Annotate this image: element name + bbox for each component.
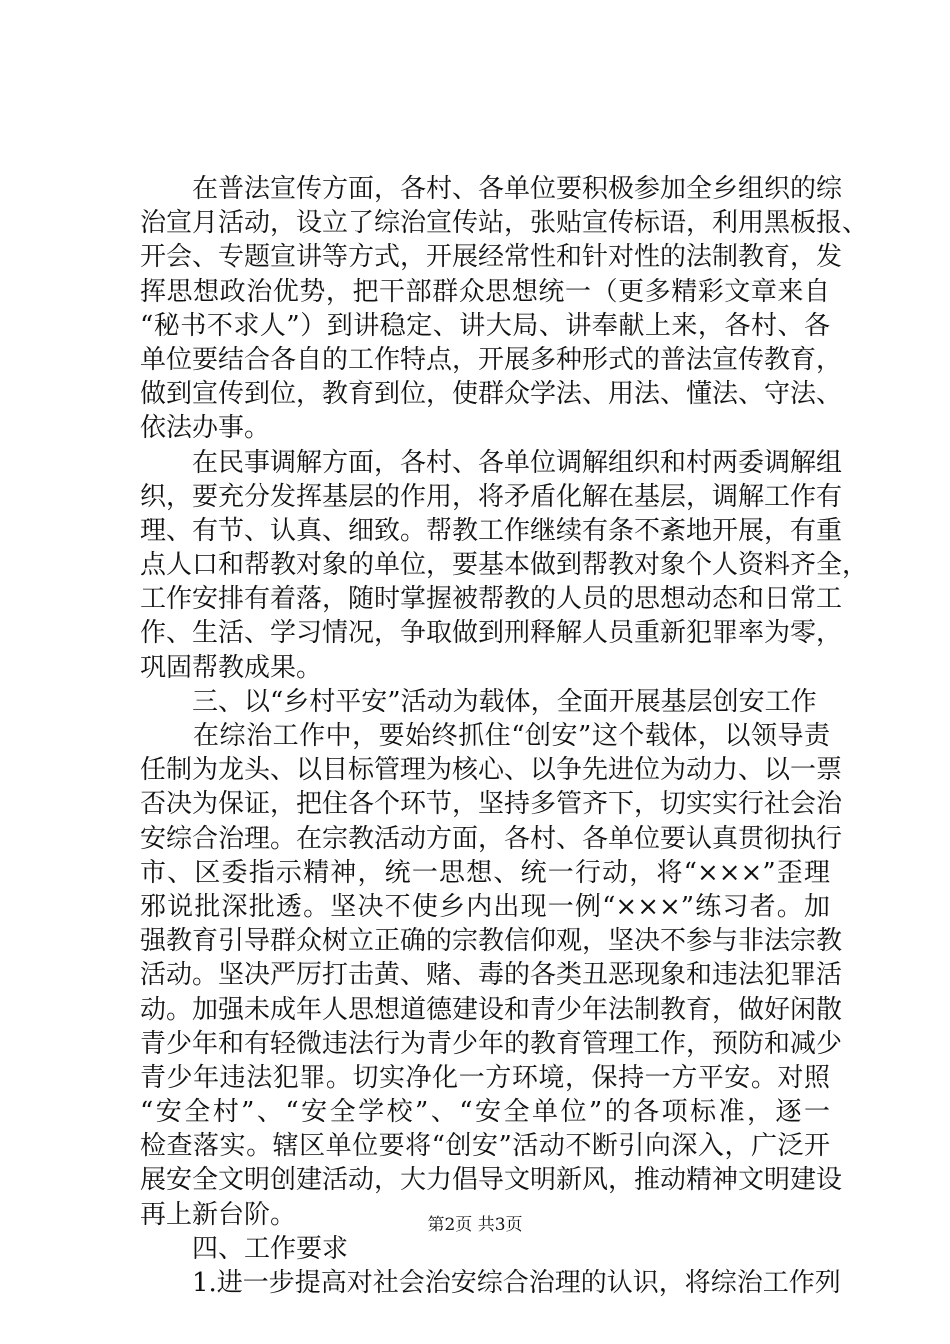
text-line: 市、区委指示精神，统一思想、统一行动，将“×××”歪理 bbox=[140, 857, 830, 888]
text-line: 活动。坚决严厉打击黄、赌、毒的各类丑恶现象和违法犯罪活 bbox=[140, 960, 843, 991]
text-line: 任制为龙头、以目标管理为核心、以争先进位为动力、以一票 bbox=[140, 755, 843, 786]
text-line: 青少年违法犯罪。切实净化一方环境，保持一方平安。对照 bbox=[140, 1062, 830, 1093]
text-line: 理、有节、认真、细致。帮教工作继续有条不紊地开展，有重 bbox=[140, 515, 843, 546]
text-line: 依法办事。 bbox=[140, 413, 271, 444]
text-line: 安综合治理。在宗教活动方面，各村、各单位要认真贯彻执行 bbox=[140, 823, 843, 854]
text-line: 点人口和帮教对象的单位，要基本做到帮教对象个人资料齐全， bbox=[140, 550, 869, 581]
text-line: 在综治工作中，要始终抓住“创安”这个载体，以领导责 bbox=[140, 721, 830, 751]
text-line: 在民事调解方面，各村、各单位调解组织和村两委调解组 bbox=[140, 447, 843, 478]
text-line: “秘书不求人”）到讲稳定、讲大局、讲奉献上来，各村、各 bbox=[140, 310, 830, 341]
text-line: 展安全文明创建活动，大力倡导文明新风，推动精神文明建设 bbox=[140, 1165, 843, 1196]
text-line: 挥思想政治优势，把干部群众思想统一（更多精彩文章来自 bbox=[140, 276, 830, 307]
text-line: 否决为保证，把住各个环节，坚持多管齐下，切实实行社会治 bbox=[140, 789, 843, 820]
text-line: 织，要充分发挥基层的作用，将矛盾化解在基层，调解工作有 bbox=[140, 481, 843, 512]
text-line: 四、工作要求 bbox=[140, 1233, 349, 1264]
text-line: 青少年和有轻微违法行为青少年的教育管理工作，预防和减少 bbox=[140, 1028, 843, 1059]
document-body bbox=[140, 172, 869, 1300]
text-line: 治宣月活动，设立了综治宣传站，张贴宣传标语，利用黑板报、 bbox=[140, 208, 869, 239]
text-line: 巩固帮教成果。 bbox=[140, 652, 323, 683]
text-line: 做到宣传到位，教育到位，使群众学法、用法、懂法、守法、 bbox=[140, 379, 843, 410]
text-line: 强教育引导群众树立正确的宗教信仰观，坚决不参与非法宗教 bbox=[140, 926, 843, 957]
text-line: 邪说批深批透。坚决不使乡内出现一例“×××”练习者。加 bbox=[140, 891, 830, 922]
text-line: “安全村”、“安全学校”、“安全单位”的各项标准，逐一 bbox=[140, 1097, 830, 1128]
text-line: 1.进一步提高对社会治安综合治理的认识，将综治工作列 bbox=[140, 1268, 841, 1298]
text-line: 作、生活、学习情况，争取做到刑释解人员重新犯罪率为零， bbox=[140, 618, 843, 649]
text-line: 三、以“乡村平安”活动为载体，全面开展基层创安工作 bbox=[140, 686, 817, 717]
text-line: 检查落实。辖区单位要将“创安”活动不断引向深入，广泛开 bbox=[140, 1131, 830, 1162]
text-line: 动。加强未成年人思想道德建设和青少年法制教育，做好闲散 bbox=[140, 994, 843, 1025]
page-footer: 第2页 共3页 bbox=[427, 1215, 523, 1235]
text-line: 开会、专题宣讲等方式，开展经常性和针对性的法制教育，发 bbox=[140, 242, 843, 273]
text-line: 再上新台阶。 bbox=[140, 1199, 297, 1230]
text-line: 工作安排有着落，随时掌握被帮教的人员的思想动态和日常工 bbox=[140, 584, 843, 615]
text-line: 单位要结合各自的工作特点，开展多种形式的普法宣传教育， bbox=[140, 344, 843, 375]
text-line: 在普法宣传方面，各村、各单位要积极参加全乡组织的综 bbox=[140, 174, 843, 204]
